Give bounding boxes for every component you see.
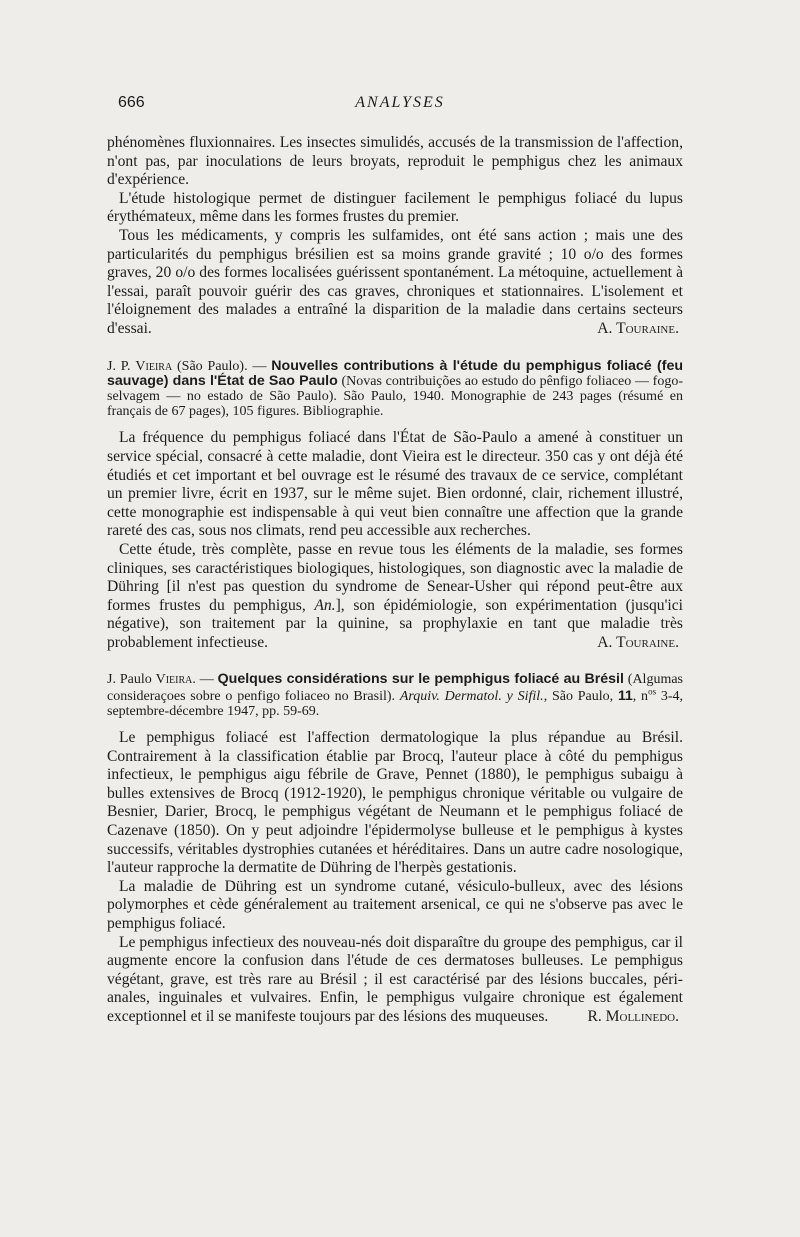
paragraph-text: Tous les médicaments, y compris les sulfamides, ont été sans action ; mais une des particularités du pemphigus brésilien est sa moins grande gravité ; 10 o/o des formes graves, 20 o/o des formes localisées guérissent spontanément. La métoquine, actuellement à l'essai, paraît pouvoir guérir des cas graves, chroniques et stationnaires. L'isolement et l'éloignement des malades a entraîné la disparition de la maladie dans certains secteurs d'essai. bbox=[107, 226, 683, 337]
issue-superscript: os bbox=[648, 686, 657, 697]
reference-dash: . — bbox=[192, 672, 218, 688]
author-initials: J. P. bbox=[107, 358, 136, 374]
reference-city: , São Paulo, bbox=[543, 688, 618, 704]
paragraph-text: ], son épidémiologie, son expérimentation (jusqu'ici négative), son traitement par la quinine, sa prophylaxie en tant que maladie très probablement infectieuse. bbox=[107, 596, 683, 651]
signature: R. Mollinedo. bbox=[587, 1007, 679, 1025]
issue-details: 3-4, septembre-décembre 1947, pp. 59-69. bbox=[107, 688, 684, 719]
journal-volume: 11 bbox=[617, 686, 633, 703]
paragraph: Le pemphigus foliacé est l'affection dermatologique la plus répandue au Brésil. Contrairement à la classification établie par Brocq, l'auteur place à côté du pemphigus infectieux, le pemphigus aigu fébrile de Grave, Pennet (1880), le pemphigus subaigu à bulles extensives de Brocq (1912-1920), le pemphigus chronique véritable ou vulgaire de Besnier, Darier, Brocq, le pemphigus végétant de Neumann et le pemphigus foliacé de Cazenave (1850). On y peut adjoindre l'épidermolyse bulleuse et le pemphigus à kystes successifs, véritables dystrophies cutanées et héréditaires. Dans un autre cadre nosologique, l'auteur rapproche la dermatite de Dühring de l'herpès gestationis. bbox=[107, 729, 683, 877]
reference-details: (Novas contribuições ao estudo do pênfigo foliaceo — fogo-selvagem — no estado de São Paulo). São Paulo, 1940. Monographie de 243 pages (résumé en français de 67 pages), 105 figures. Bibliographie. bbox=[107, 373, 684, 420]
paragraph bbox=[107, 227, 683, 339]
reference-translation: (Algumas consideraçoes sobre o penfigo foliaceo no Brasil). bbox=[107, 672, 683, 704]
paragraph: La maladie de Dühring est un syndrome cutané, vésiculo-bulleux, avec des lésions polymorphes et cède généralement au traitement arsenical, ce qui ne s'observe pas avec le pemphigus foliacé. bbox=[107, 877, 683, 933]
page-number: 666 bbox=[118, 94, 145, 111]
paragraph bbox=[107, 934, 683, 1027]
page-header bbox=[118, 94, 682, 116]
journal-name: Arquiv. Dermatol. y Sifil. bbox=[399, 688, 544, 704]
page-content bbox=[107, 134, 683, 1027]
issue-prefix: , n bbox=[632, 688, 649, 704]
paragraph-text: Cette étude, très complète, passe en revue tous les éléments de la maladie, ses formes cliniques, ses caractéristiques biologiques, histologiques, son diagnostic avec la maladie de Dühring [il n'est pas question du syndrome de Senear-Usher qui répond peut-être aux formes frustes du pemphigus, bbox=[107, 540, 683, 614]
signature: A. Touraine. bbox=[597, 319, 679, 337]
article-title: Quelques considérations sur le pemphigus foliacé au Brésil bbox=[217, 671, 624, 688]
paragraph-text: Le pemphigus infectieux des nouveau-nés doit disparaître du groupe des pemphigus, car il augmente encore la confusion dans l'étude de ces dermatoses bulleuses. Le pemphigus végétant, grave, est très rare au Brésil ; il est caractérisé par des lésions buccales, péri-anales, inguinales et vulvaires. Enfin, le pemphigus vulgaire chronique est également exceptionnel et il se manifeste toujours par des lésions des muqueuses. bbox=[107, 933, 683, 1025]
author-initials: J. Paulo bbox=[107, 672, 156, 688]
running-title: ANALYSES bbox=[355, 94, 445, 111]
paragraph: L'étude histologique permet de distinguer facilement le pemphigus foliacé du lupus érythémateux, même dans les formes frustes du premier. bbox=[107, 189, 683, 226]
article-reference bbox=[107, 672, 683, 719]
editor-note: An. bbox=[314, 596, 336, 614]
author-place: (São Paulo). — bbox=[172, 358, 272, 374]
author-name: Vieira bbox=[155, 672, 193, 688]
article-title: Nouvelles contributions à l'étude du pemphigus foliacé (feu sauvage) dans l'État de Sao Paulo bbox=[107, 357, 683, 389]
paragraph: La fréquence du pemphigus foliacé dans l'État de São-Paulo a amené à constituer un service spécial, consacré à cette maladie, dont Vieira est le directeur. 350 cas y ont déjà été étudiés et cet important et bel ouvrage est le résumé des travaux de ce service, complétant un premier livre, écrit en 1937, sur le même sujet. Bien ordonné, clair, richement illustré, cette monographie est indispensable à qui veut bien connaître une affection que la grande rareté des cas, sous nos climats, rend peu accessible aux recherches. bbox=[107, 429, 683, 540]
paragraph bbox=[107, 541, 683, 653]
author-name: Vieira bbox=[135, 358, 173, 374]
article-reference bbox=[107, 359, 683, 420]
signature: A. Touraine. bbox=[597, 633, 679, 651]
paragraph: phénomènes fluxionnaires. Les insectes simulidés, accusés de la transmission de l'affection, n'ont pas, par inoculations de leurs broyats, reproduit le pemphigus chez les animaux d'expérience. bbox=[107, 134, 683, 189]
